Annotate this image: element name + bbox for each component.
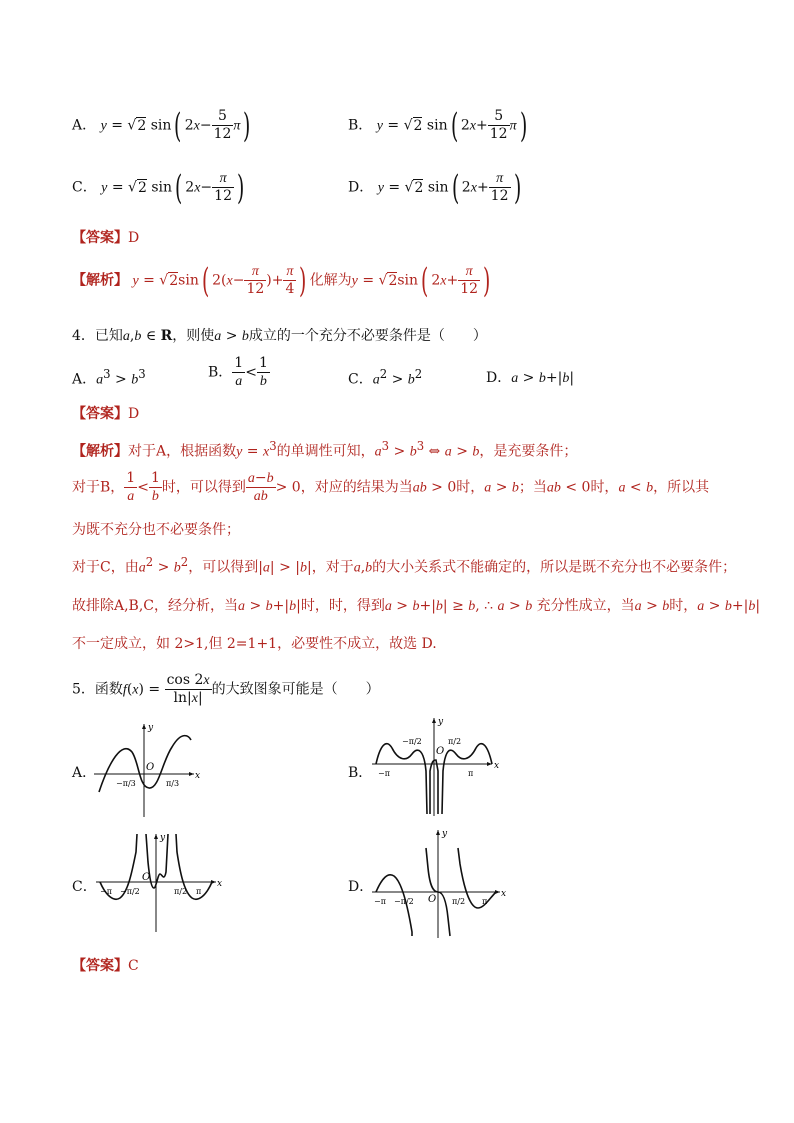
q4-option-d: D．a > b+|b| — [486, 370, 575, 386]
q3-analysis: 【解析】 y = √2sin( 2(x− $\frac{\pi}{12}$ )+ $\frac{\pi}{4}$ ) 化解为y = √2sin( 2x+ $\frac{\pi}{12}$ ) — [72, 260, 491, 301]
tick-left: −π/2 — [120, 887, 140, 896]
tick-right: π/2 — [174, 887, 188, 896]
analysis-text: ，对于 — [311, 559, 354, 576]
q4-option-d-letter: D． — [486, 370, 512, 386]
analysis-text: 时， — [456, 479, 485, 496]
q4-option-a: A．$a^3 > b^3$ — [72, 367, 146, 388]
y-axis-label: y — [442, 829, 448, 839]
tick-far-left: −π — [374, 897, 386, 906]
q4-option-c-letter: C． — [348, 371, 373, 388]
q5-option-d-letter: D． — [348, 879, 374, 895]
tick-far-right: π — [482, 897, 488, 906]
x-axis-label: x — [501, 889, 507, 899]
origin-label: O — [428, 894, 437, 905]
x-axis-label: x — [195, 771, 201, 781]
q3-option-c: C． y = √2 sin( 2x− $\frac{\pi}{12}$ ) — [72, 167, 245, 208]
answer-value: D — [128, 406, 140, 422]
analysis-text: 时， — [669, 598, 698, 614]
analysis-text: ，是充要条件； — [479, 443, 578, 460]
y-axis-label: y — [148, 723, 154, 733]
q4-analysis-line1: 【解析】对于A，根据函数$y = x^3$的单调性可知，$a^3 > b^3$ ⇔ a > b，是充要条件； — [72, 439, 578, 460]
q5-answer — [72, 955, 139, 975]
q3-option-b: B． y = √2 sin( 2x+ $\frac{5}{12}$ π) — [348, 105, 527, 146]
analysis-text: ；当 — [518, 479, 547, 496]
analysis-text: 故排除A,B,C，经分析，当 — [72, 598, 239, 614]
analysis-text: 的大小关系式不能确定的，所以是既不充分也不必要条件； — [372, 559, 737, 576]
analysis-tag: 【解析】 — [72, 272, 128, 289]
q4-stem: 4．已知a,b ∈ R，则使a > b成立的一个充分不必要条件是（ ） — [72, 328, 487, 344]
q5-option-b-letter: B． — [348, 765, 373, 781]
q3-answer — [72, 227, 139, 247]
q5-option-a-letter: A． — [72, 765, 97, 781]
analysis-text: 时， — [590, 479, 619, 496]
q3-option-d-letter: D． — [348, 179, 374, 196]
q4-analysis-line2: 对于B， $\frac{1}{a}$ < $\frac{1}{b}$ 时，可以得到 $\frac{a-b}{ab}$ > 0，对应的结果为当ab > 0时，a > b；当ab < 0时，a < b，所以其 — [72, 470, 710, 504]
origin-label: O — [436, 746, 445, 757]
q5-stem: 5．函数f(x) = $\frac{\cos 2x}{\ln|x|}$ 的大致图象可能是（ ） — [72, 672, 380, 706]
q3-option-d: D． y = √2 sin( 2x+ $\frac{\pi}{12}$ ) — [348, 167, 521, 208]
q4-option-a-letter: A． — [72, 371, 97, 388]
analysis-text: ，可以得到 — [188, 559, 259, 576]
q5-stem-prefix: 5．函数 — [72, 681, 123, 698]
answer-value: D — [128, 230, 140, 246]
q5-option-c-letter: C． — [72, 879, 97, 895]
analysis-text: 对于B， — [72, 479, 125, 496]
q5-graph-c — [96, 832, 226, 932]
q5-graph-d — [372, 828, 512, 938]
q5-graph-a — [94, 722, 204, 817]
analysis-text: 时，可以得到 — [161, 479, 246, 496]
analysis-text: 时， — [300, 598, 329, 614]
q4-stem-end: 成立的一个充分不必要条件是（ ） — [248, 328, 487, 344]
y-axis-label: y — [438, 717, 444, 727]
q4-stem-prefix: 4．已知 — [72, 328, 123, 344]
analysis-text: 化解为 — [309, 272, 352, 289]
q4-analysis-line5: 故排除A,B,C，经分析，当a > b+|b|时，时，得到a > b+|b| ≥ b, ∴ a > b 充分性成立，当a > b时，a > b+|b| — [72, 598, 761, 614]
tick-left: −π/2 — [394, 897, 414, 906]
answer-tag: 【答案】 — [72, 958, 128, 974]
analysis-text: 充分性成立，当 — [536, 598, 635, 614]
q5-stem-suffix: 的大致图象可能是（ ） — [211, 681, 380, 698]
analysis-text: 时，得到 — [328, 598, 385, 614]
q5-graph-b — [372, 716, 502, 816]
answer-tag: 【答案】 — [72, 230, 128, 246]
q3-option-a-letter: A． — [72, 117, 97, 134]
tick-left: −π/2 — [402, 737, 422, 746]
x-axis-label: x — [217, 879, 223, 889]
tick-left: −π/3 — [116, 779, 136, 788]
q4-option-b-letter: B． — [208, 364, 233, 381]
tick-far-left: −π — [378, 769, 390, 778]
tick-right: π/2 — [452, 897, 466, 906]
q3-option-b-letter: B． — [348, 117, 373, 134]
q4-option-c: C．$a^2 > b^2$ — [348, 367, 423, 388]
q3-option-a: A． y = √2 sin( 2x− $\frac{5}{12}$ π) — [72, 105, 251, 146]
q4-analysis-line6: 不一定成立，如 2>1,但 2=1+1，必要性不成立，故选 D. — [72, 636, 437, 652]
analysis-text: ，对应的结果为当 — [300, 479, 413, 496]
tick-far-right: π — [196, 887, 202, 896]
analysis-text: 对于A，根据函数 — [128, 443, 237, 460]
tick-far-left: −π — [100, 887, 112, 896]
tick-right: π/3 — [166, 779, 180, 788]
q3-option-c-letter: C． — [72, 179, 97, 196]
q4-option-b: B． $\frac{1}{a}$ < $\frac{1}{b}$ — [208, 355, 268, 389]
y-axis-label: y — [160, 833, 166, 843]
analysis-text: ，所以其 — [653, 479, 710, 496]
q4-analysis-line4: 对于C，由$a^2 > b^2$，可以得到|a| > |b|，对于a,b的大小关系式不能确定的，所以是既不充分也不必要条件； — [72, 555, 737, 576]
origin-label: O — [142, 872, 151, 883]
q4-stem-suffix: ，则使 — [172, 328, 215, 344]
tick-right: π/2 — [448, 737, 462, 746]
q4-answer — [72, 403, 139, 423]
answer-value: C — [128, 958, 139, 974]
answer-tag: 【答案】 — [72, 406, 128, 422]
origin-label: O — [146, 762, 155, 773]
q4-analysis-line3: 为既不充分也不必要条件； — [72, 522, 240, 538]
analysis-tag: 【解析】 — [72, 443, 128, 460]
x-axis-label: x — [494, 761, 500, 771]
analysis-text: 对于C，由 — [72, 559, 139, 576]
analysis-text: 的单调性可知， — [276, 443, 375, 460]
tick-far-right: π — [468, 769, 474, 778]
